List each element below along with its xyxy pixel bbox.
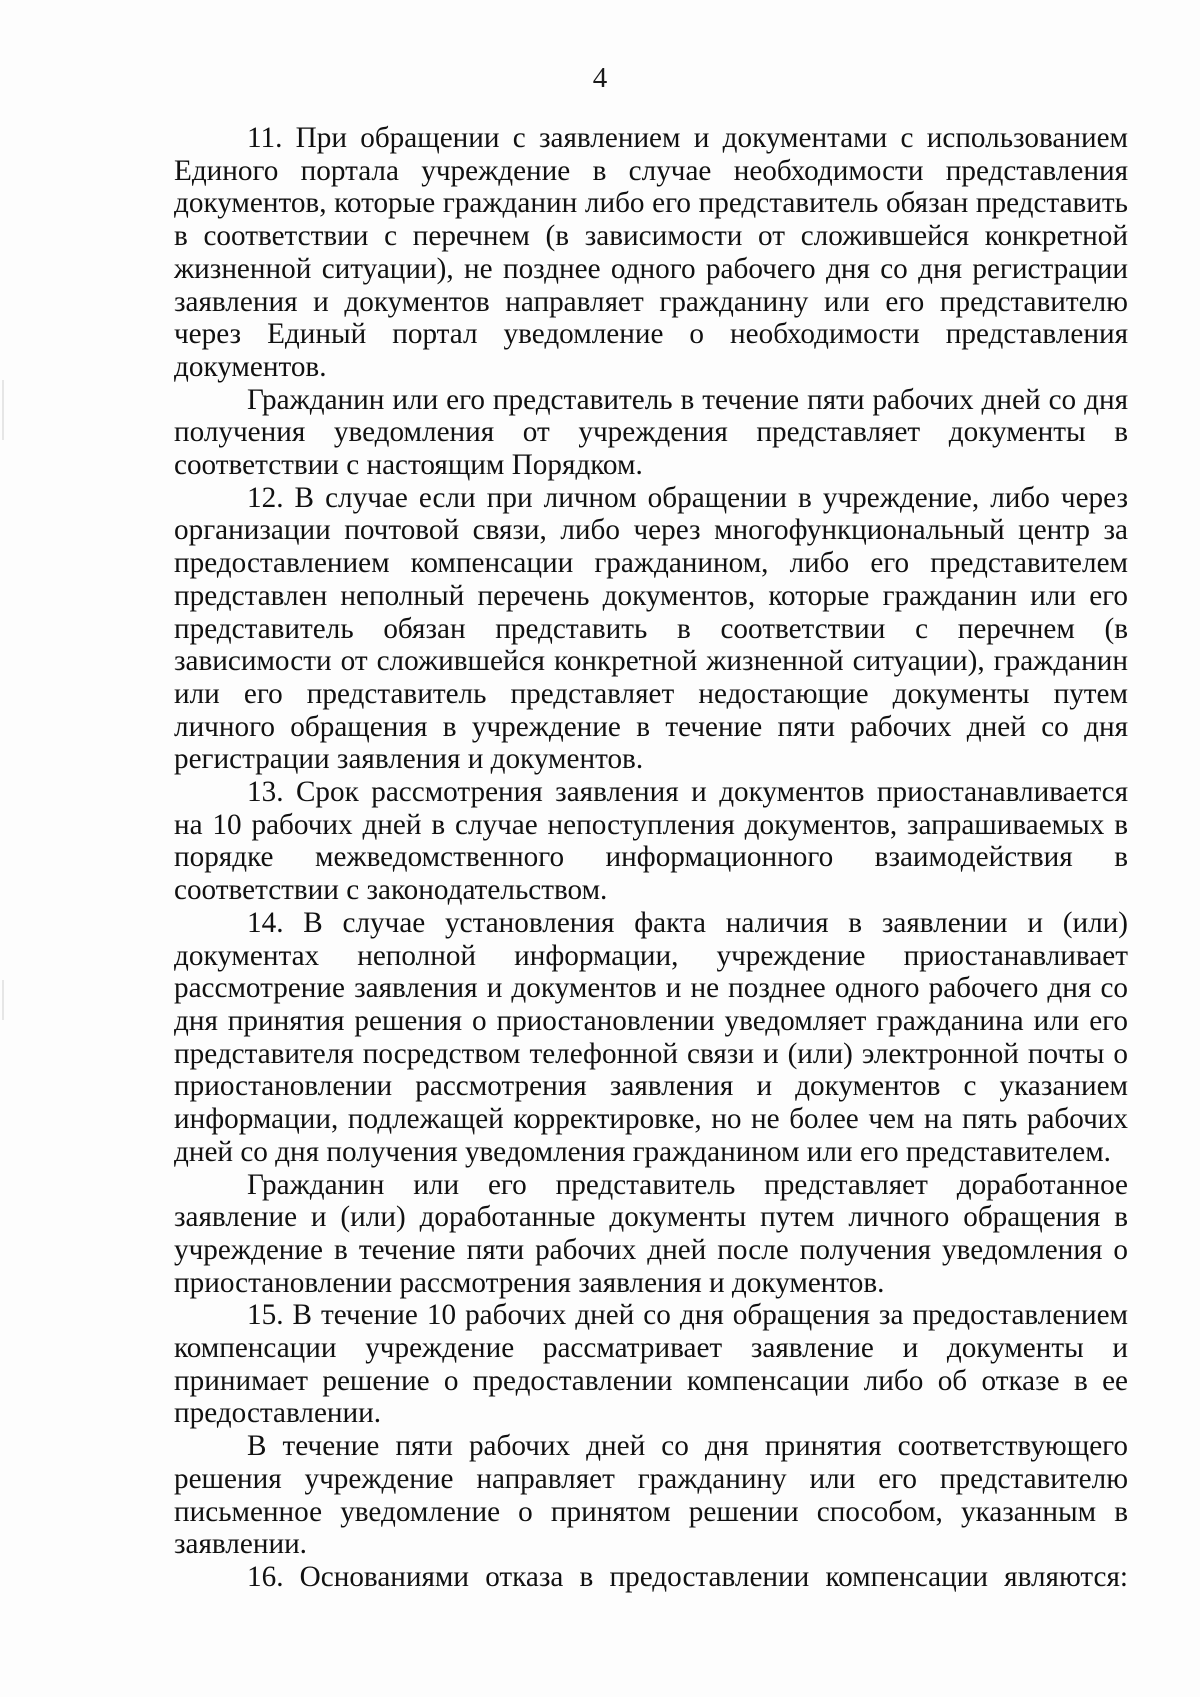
paragraph-13: 13. Срок рассмотрения заявления и документов приостанавливается на 10 рабочих дней в случае непоступления документов, запрашиваемых в порядке межведомственного информационного взаимодействия в соответствии с законодательством.	[174, 776, 1128, 907]
paragraph-14-continuation: Гражданин или его представитель представляет доработанное заявление и (или) доработанные документы путем личного обращения в учреждение в течение пяти рабочих дней после получения уведомления о приостановлении рассмотрения заявления и документов.	[174, 1168, 1128, 1299]
scan-edge-mark	[2, 980, 4, 1020]
document-body	[174, 122, 1128, 1594]
paragraph-15: 15. В течение 10 рабочих дней со дня обращения за предоставлением компенсации учреждение рассматривает заявление и документы и принимает решение о предоставлении компенсации либо об отказе в ее предоставлении.	[174, 1299, 1128, 1430]
paragraph-11: 11. При обращении с заявлением и документами с использованием Единого портала учреждение в случае необходимости представления документов, которые гражданин либо его представитель обязан представить в соответствии с перечнем (в зависимости от сложившейся конкретной жизненной ситуации), не позднее одного рабочего дня со дня регистрации заявления и документов направляет гражданину или его представителю через Единый портал уведомление о необходимости представления документов.	[174, 122, 1128, 383]
scan-edge-mark	[2, 380, 4, 440]
page-number: 4	[592, 62, 608, 94]
paragraph-12: 12. В случае если при личном обращении в учреждение, либо через организации почтовой связи, либо через многофункциональный центр за предоставлением компенсации гражданином, либо его представителем представлен неполный перечень документов, которые гражданин или его представитель обязан представить в соответствии с перечнем (в зависимости от сложившейся конкретной жизненной ситуации), гражданин или его представитель представляет недостающие документы путем личного обращения в учреждение в течение пяти рабочих дней со дня регистрации заявления и документов.	[174, 481, 1128, 776]
paragraph-14: 14. В случае установления факта наличия в заявлении и (или) документах неполной информации, учреждение приостанавливает рассмотрение заявления и документов и не позднее одного рабочего дня со дня принятия решения о приостановлении уведомляет гражданина или его представителя посредством телефонной связи и (или) электронной почты о приостановлении рассмотрения заявления и документов с указанием информации, подлежащей корректировке, но не более чем на пять рабочих дней со дня получения уведомления гражданином или его представителем.	[174, 906, 1128, 1168]
paragraph-16: 16. Основаниями отказа в предоставлении компенсации являются:	[247, 1560, 1128, 1593]
paragraph-11-continuation: Гражданин или его представитель в течение пяти рабочих дней со дня получения уведомления от учреждения представляет документы в соответствии с настоящим Порядком.	[174, 383, 1128, 482]
paragraph-15-continuation: В течение пяти рабочих дней со дня принятия соответствующего решения учреждение направляет гражданину или его представителю письменное уведомление о принятом решении способом, указанным в заявлении.	[174, 1430, 1128, 1561]
